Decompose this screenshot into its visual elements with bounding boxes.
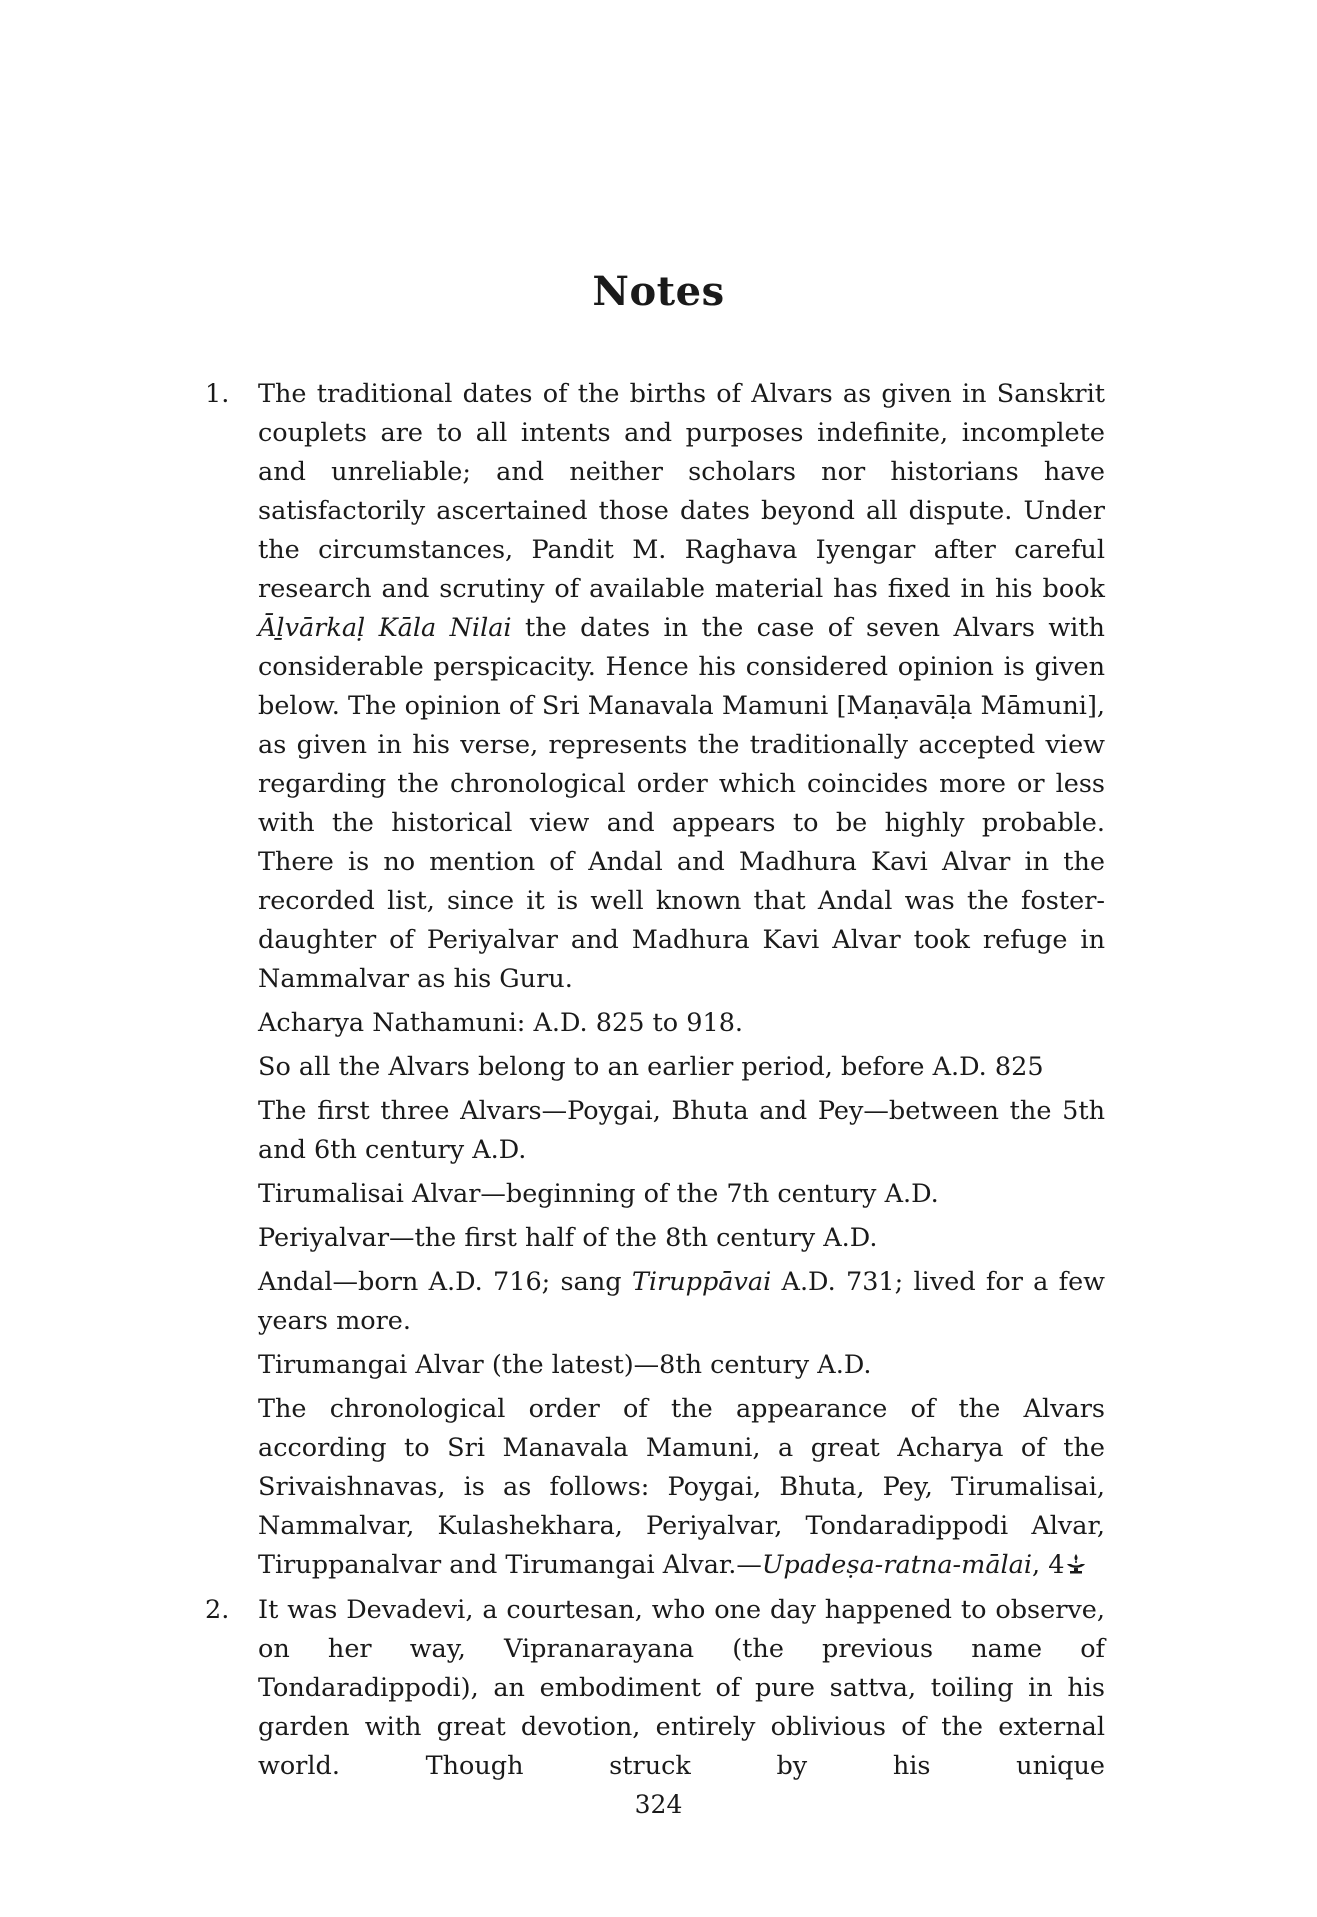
- paragraph-text: Andal—born A.D. 716; sang: [258, 1267, 632, 1297]
- note-paragraph: [258, 1092, 1105, 1170]
- note-number: 1.: [205, 379, 230, 409]
- lamp-icon: [1066, 1553, 1086, 1575]
- note-number: 2.: [205, 1595, 230, 1625]
- note-paragraph: [258, 1390, 1105, 1585]
- page-number: 324: [634, 1790, 683, 1819]
- notes-list: [205, 375, 1105, 1792]
- note-paragraph: [258, 375, 1105, 999]
- note-paragraph: [258, 1048, 1105, 1087]
- paragraph-text: Tirumangai Alvar (the latest)—8th century A.D.: [258, 1350, 872, 1380]
- paragraph-text: the dates in the case of seven Alvars with considerable perspicacity. Hence his considered opinion is given below. The opinion of Sri Manavala Mamuni [Maṇavāḷa Māmuni], as given in his verse, represents the traditionally accepted view regarding the chronological order which coincides more or less with the historical view and appears to be highly probable. There is no mention of Andal and Madhura Kavi Alvar in the recorded list, since it is well known that Andal was the foster-daughter of Periyalvar and Madhura Kavi Alvar took refuge in Nammalvar as his Guru.: [258, 613, 1105, 994]
- book-title: Āḻvārkaḷ Kāla Nilai: [258, 613, 512, 643]
- note-paragraph: [258, 1004, 1105, 1043]
- paragraph-text: A.D. 731; lived for a few years more.: [258, 1267, 1105, 1336]
- paragraph-text: Tirumalisai Alvar—beginning of the 7th century A.D.: [258, 1179, 939, 1209]
- note-paragraph: [258, 1263, 1105, 1341]
- paragraph-text: The chronological order of the appearance of the Alvars according to Sri Manavala Mamuni, a great Acharya of the Srivaishnavas, is as follows: Poygai, Bhuta, Pey, Tirumalisai, Nammalvar, Kulashekhara, Periyalvar, Tondaradippodi Alvar, Tiruppanalvar and Tirumangai Alvar.—: [258, 1394, 1105, 1580]
- paragraph-text: The first three Alvars—Poygai, Bhuta and Pey—between the 5th and 6th century A.D.: [258, 1096, 1105, 1165]
- note-paragraph: [258, 1175, 1105, 1214]
- paragraph-text: Acharya Nathamuni: A.D. 825 to 918.: [258, 1008, 744, 1038]
- work-title: Tiruppāvai: [631, 1267, 772, 1297]
- note-item: [205, 375, 1105, 1585]
- note-paragraph: [258, 1591, 1105, 1786]
- page-title: Notes: [592, 268, 725, 315]
- work-title: Upadeṣa-ratna-mālai: [761, 1550, 1033, 1580]
- note-item: [205, 1591, 1105, 1786]
- note-paragraph: [258, 1346, 1105, 1385]
- paragraph-text: The traditional dates of the births of Alvars as given in Sanskrit couplets are to all intents and purposes indefinite, incomplete and unreliable; and neither scholars nor historians have satisfactorily ascertained those dates beyond all dispute. Under the circumstances, Pandit M. Raghava Iyengar after careful research and scrutiny of available material has fixed in his book: [258, 379, 1105, 604]
- paragraph-text: Periyalvar—the first half of the 8th century A.D.: [258, 1223, 878, 1253]
- paragraph-text: It was Devadevi, a courtesan, who one day happened to observe, on her way, Vipranarayana (the previous name of Tondaradippodi), an embodiment of pure sattva, toiling in his garden with great devotion, entirely oblivious of the external world. Though struck by his unique: [258, 1595, 1105, 1781]
- paragraph-text: So all the Alvars belong to an earlier period, before A.D. 825: [258, 1052, 1044, 1082]
- note-paragraph: [258, 1219, 1105, 1258]
- paragraph-text: , 4: [1032, 1550, 1065, 1580]
